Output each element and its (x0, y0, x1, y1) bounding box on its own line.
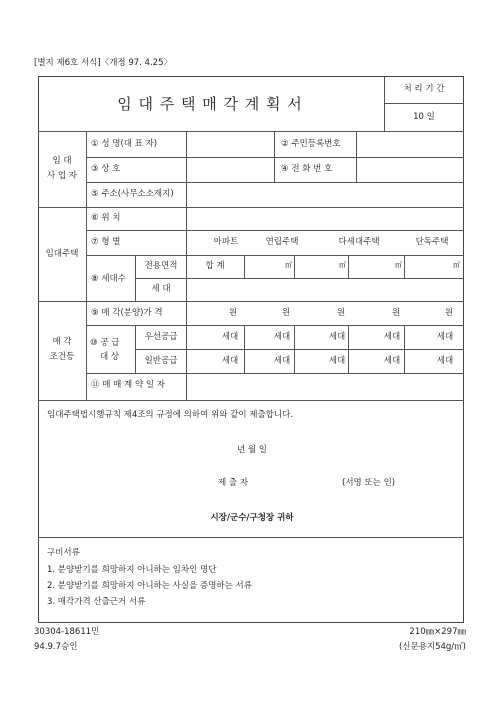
won-unit: 원 (281, 308, 291, 318)
type-row-house: 연립주택 (265, 237, 299, 247)
section-lessor-line2: 사 업 자 (46, 171, 78, 181)
divider (38, 537, 464, 538)
exclusive-area-label: 전용면적 (144, 261, 178, 271)
household-unit: 세대 (273, 332, 291, 342)
supply-target-label-line1: ⑩ 공 급 (90, 338, 120, 348)
form-title: 임 대 주 택 매 각 계 획 서 (117, 95, 303, 113)
processing-period-value: 10 일 (413, 112, 435, 122)
household-unit: 세대 (328, 332, 346, 342)
divider (86, 373, 464, 374)
processing-period-label: 처 리 기 간 (403, 84, 445, 94)
type-multi-household: 다세대주택 (338, 237, 380, 247)
attachments-title: 구비서류 (47, 548, 80, 558)
divider (348, 325, 349, 373)
divider (294, 255, 295, 278)
divider (356, 131, 357, 182)
submitter-label: 제 출 자 (218, 478, 249, 488)
divider (86, 255, 464, 256)
household-unit: 세대 (221, 356, 239, 366)
type-detached: 단독주택 (415, 237, 449, 247)
attachment-item: 3. 매각가격 산출근거 서류 (47, 597, 146, 607)
section-lessor-line1: 임 대 (52, 156, 72, 166)
paper-size: 210㎜×297㎜ (409, 627, 466, 637)
household-count-label: ⑧ 세대수 (91, 274, 126, 284)
declaration-text: 임대주택법시행규칙 제4조의 규정에 의하여 위와 같이 제출합니다. (47, 410, 294, 420)
signature-note: (서명 또는 인) (342, 478, 396, 488)
household-unit: 세대 (436, 332, 454, 342)
contract-date-label: ⑪ 매 매 계 약 일 자 (91, 380, 165, 390)
divider (38, 301, 464, 302)
divider (86, 325, 464, 326)
housing-type-label: ⑦ 형 별 (91, 237, 121, 247)
divider (244, 255, 245, 278)
priority-supply-label: 우선공급 (144, 332, 178, 342)
paper-type: (신문용지54g/㎡) (398, 642, 466, 652)
divider (38, 207, 464, 208)
divider (135, 349, 464, 350)
divider (86, 182, 464, 183)
household-unit: 세대 (328, 356, 346, 366)
divider (404, 255, 405, 278)
divider (294, 325, 295, 373)
divider (38, 131, 464, 132)
won-unit: 원 (391, 308, 401, 318)
section-housing: 임대주택 (45, 249, 79, 259)
household-unit: 세대 (221, 332, 239, 342)
section-sale-line1: 매 각 (52, 337, 72, 347)
attachment-item: 1. 분양받기를 희망하지 아니하는 임차인 명단 (47, 565, 217, 575)
form-number-note: [별지 제6호 서식]〈개정 97. 4.25〉 (34, 58, 172, 68)
trade-name-label: ③ 상 호 (91, 164, 121, 174)
divider (135, 255, 136, 301)
household-unit: 세대 (273, 356, 291, 366)
divider (244, 325, 245, 373)
household-label: 세 대 (151, 284, 171, 294)
divider (274, 131, 275, 182)
divider (404, 325, 405, 373)
submission-date: 년 월 일 (236, 445, 268, 455)
type-apartment: 아파트 (213, 237, 239, 247)
section-sale-line2: 조건등 (49, 352, 75, 362)
divider (86, 157, 464, 158)
sale-price-label: ⑨ 매 각(분양)가 격 (91, 308, 163, 318)
phone-label: ④ 전 화 번 호 (281, 164, 333, 174)
total-label: 합 계 (205, 261, 225, 271)
section-column-divider (86, 131, 87, 400)
divider (135, 325, 136, 373)
address-label: ⑤ 주소(사무소소재지) (91, 189, 174, 199)
divider (348, 255, 349, 278)
divider (38, 400, 464, 401)
divider (384, 103, 464, 104)
name-label: ① 성 명(대 표 자) (91, 139, 158, 149)
won-unit: 원 (228, 308, 238, 318)
attachment-item: 2. 분양받기를 희망하지 아니하는 사실을 증명하는 서류 (47, 581, 252, 591)
addressee: 시장/군수/구청장 귀하 (210, 513, 294, 523)
unit-sqm: ㎡ (285, 261, 292, 269)
registration-number-label: ② 주민등록번호 (281, 139, 341, 149)
label-column-divider (186, 131, 187, 400)
general-supply-label: 일반공급 (144, 356, 178, 366)
won-unit: 원 (444, 308, 454, 318)
unit-sqm: ㎡ (339, 261, 346, 269)
location-label: ⑥ 위 치 (91, 213, 121, 223)
divider (135, 278, 464, 279)
unit-sqm: ㎡ (395, 261, 402, 269)
household-unit: 세대 (436, 356, 454, 366)
unit-sqm: ㎡ (453, 261, 460, 269)
form-code: 30304-18611민 (34, 627, 100, 637)
household-unit: 세대 (383, 332, 401, 342)
supply-target-label-line2: 대 상 (100, 352, 120, 362)
household-unit: 세대 (383, 356, 401, 366)
won-unit: 원 (336, 308, 346, 318)
divider (86, 230, 464, 231)
approval-date: 94.9.7승인 (34, 642, 78, 652)
